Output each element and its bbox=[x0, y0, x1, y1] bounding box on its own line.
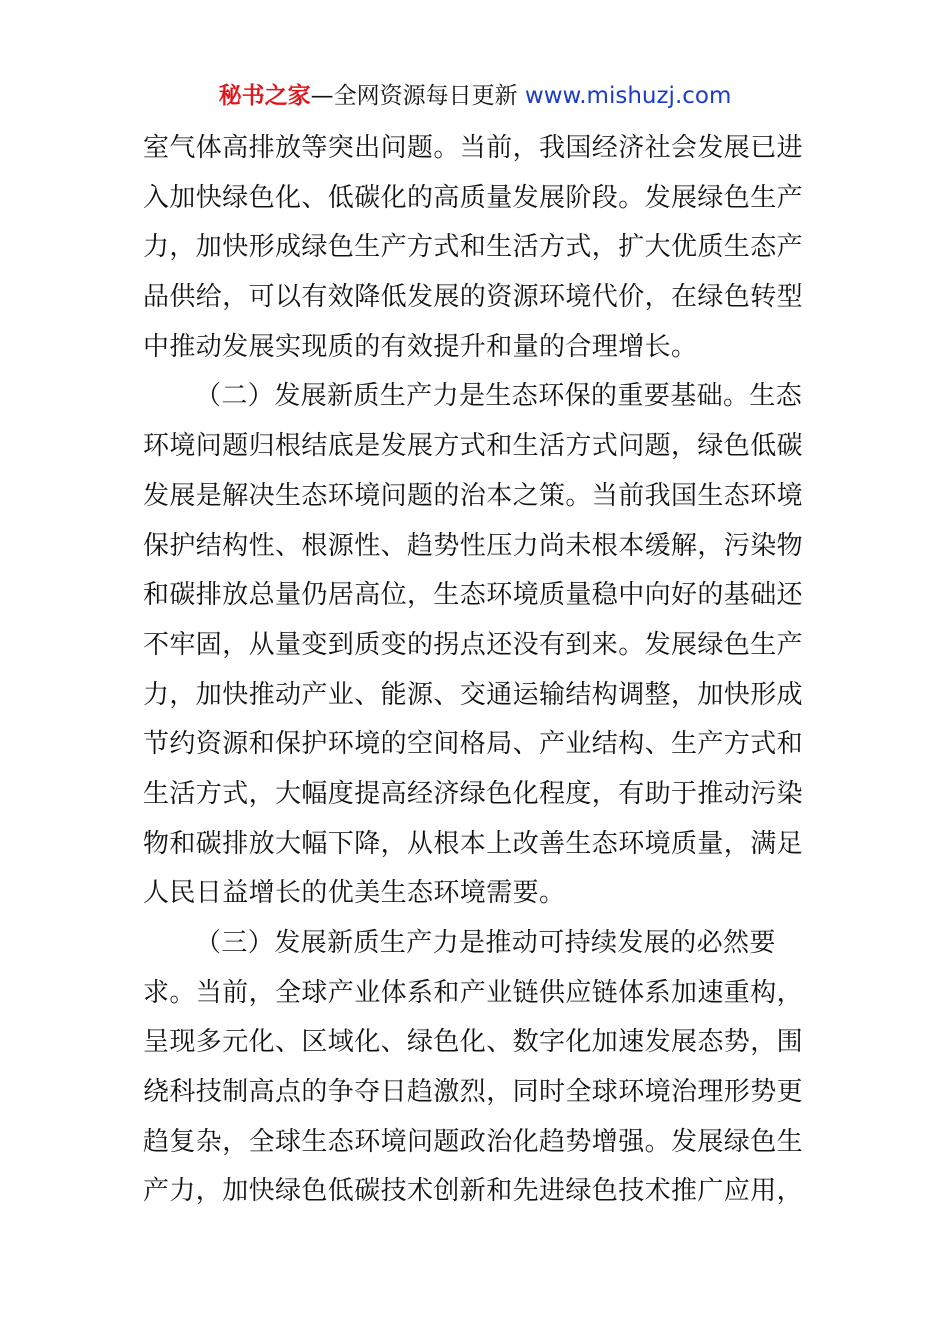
text-line: 求。当前，全球产业体系和产业链供应链体系加速重构， bbox=[143, 977, 804, 1008]
text-line: 室气体高排放等突出问题。当前，我国经济社会发展已进 bbox=[143, 133, 804, 163]
text-line: （三）发展新质生产力是推动可持续发展的必然要 bbox=[195, 928, 776, 958]
text-line: （二）发展新质生产力是生态环保的重要基础。生态 bbox=[195, 381, 803, 412]
text-line: 力，加快推动产业、能源、交通运输结构调整，加快形成 bbox=[143, 679, 804, 710]
text-line: 节约资源和保护环境的空间格局、产业结构、生产方式和 bbox=[143, 729, 804, 760]
document-body bbox=[143, 124, 807, 1217]
text-line: 环境问题归根结底是发展方式和生活方式问题，绿色低碳 bbox=[143, 431, 804, 462]
text-line: 保护结构性、根源性、趋势性压力尚未根本缓解，污染物 bbox=[143, 530, 804, 561]
text-line: 发展是解决生态环境问题的治本之策。当前我国生态环境 bbox=[143, 480, 804, 511]
text-line: 人民日益增长的优美生态环境需要。 bbox=[143, 878, 566, 909]
text-line: 趋复杂，全球生态环境问题政治化趋势增强。发展绿色生 bbox=[143, 1126, 804, 1157]
text-line: 入加快绿色化、低碳化的高质量发展阶段。发展绿色生产 bbox=[143, 182, 804, 213]
brand-name: 秘书之家 bbox=[218, 83, 311, 109]
text-line: 力，加快形成绿色生产方式和生活方式，扩大优质生态产 bbox=[143, 232, 804, 263]
text-line: 产力，加快绿色低碳技术创新和先进绿色技术推广应用， bbox=[143, 1176, 804, 1207]
text-line: 呈现多元化、区域化、绿色化、数字化加速发展态势，围 bbox=[143, 1027, 804, 1058]
text-line: 中推动发展实现质的有效提升和量的合理增长。 bbox=[143, 331, 698, 362]
page-header bbox=[0, 80, 950, 112]
site-url[interactable]: www.mishuzj.com bbox=[524, 83, 732, 109]
text-line: 品供给，可以有效降低发展的资源环境代价，在绿色转型 bbox=[143, 282, 804, 313]
text-line: 不牢固，从量变到质变的拐点还没有到来。发展绿色生产 bbox=[143, 629, 804, 660]
text-line: 物和碳排放大幅下降，从根本上改善生态环境质量，满足 bbox=[143, 828, 804, 859]
text-line: 绕科技制高点的争夺日趋激烈，同时全球环境治理形势更 bbox=[143, 1077, 804, 1108]
header-tagline: —全网资源每日更新 bbox=[310, 83, 525, 109]
text-line: 生活方式，大幅度提高经济绿色化程度，有助于推动污染 bbox=[143, 778, 804, 809]
text-line: 和碳排放总量仍居高位，生态环境质量稳中向好的基础还 bbox=[143, 580, 804, 611]
